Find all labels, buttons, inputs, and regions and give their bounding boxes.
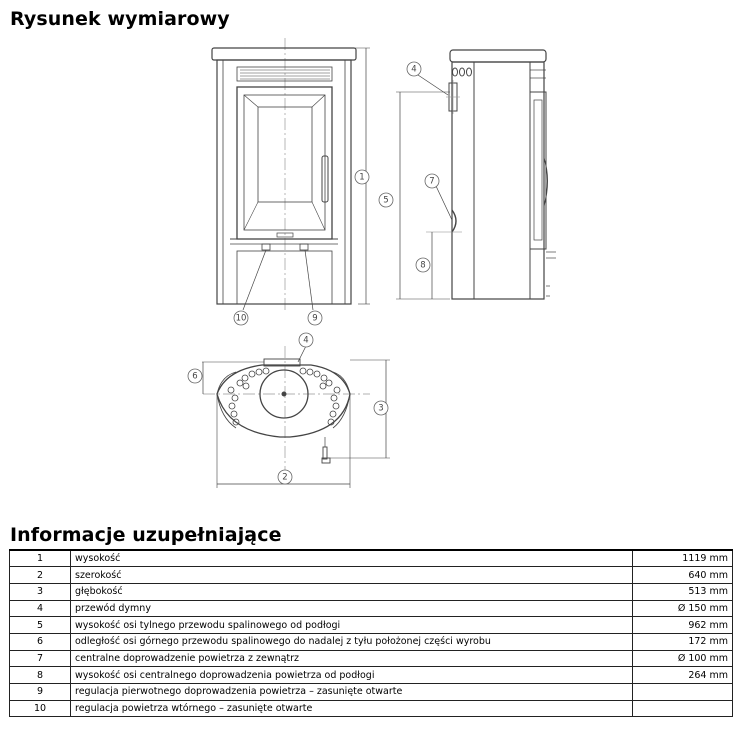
callout-3: 3 (378, 403, 384, 414)
row-number: 4 (10, 600, 71, 617)
info-title: Informacje uzupełniające (10, 524, 282, 546)
table-row (10, 600, 733, 617)
table-row (10, 550, 733, 567)
front-view (212, 38, 370, 310)
callout-4-side: 4 (411, 64, 417, 75)
row-value: Ø 150 mm (633, 600, 733, 617)
row-value: 513 mm (633, 583, 733, 600)
row-number: 1 (10, 550, 71, 567)
callout-10: 10 (235, 313, 247, 324)
row-value: 1119 mm (633, 550, 733, 567)
row-number: 8 (10, 667, 71, 684)
drawing-title: Rysunek wymiarowy (10, 8, 230, 30)
table-row (10, 567, 733, 584)
table-row (10, 700, 733, 717)
top-view (202, 346, 390, 488)
row-value (633, 684, 733, 701)
table-row (10, 684, 733, 701)
row-number: 7 (10, 650, 71, 667)
row-description: regulacja pierwotnego doprowadzenia powietrza – zasunięte otwarte (71, 684, 633, 701)
row-value: Ø 100 mm (633, 650, 733, 667)
callout-5: 5 (383, 195, 389, 206)
row-number: 5 (10, 617, 71, 634)
row-value: 264 mm (633, 667, 733, 684)
row-description: głębokość (71, 583, 633, 600)
row-value: 172 mm (633, 633, 733, 650)
row-value: 640 mm (633, 567, 733, 584)
table-row (10, 633, 733, 650)
row-value: 962 mm (633, 617, 733, 634)
callout-7: 7 (429, 176, 435, 187)
row-number: 10 (10, 700, 71, 717)
callout-8: 8 (420, 260, 426, 271)
callout-4-top: 4 (303, 335, 309, 346)
row-number: 9 (10, 684, 71, 701)
row-description: wysokość (71, 550, 633, 567)
row-number: 6 (10, 633, 71, 650)
table-row (10, 650, 733, 667)
row-number: 3 (10, 583, 71, 600)
callout-1-front: 1 (359, 172, 365, 183)
specs-table (9, 549, 733, 717)
row-value (633, 700, 733, 717)
row-description: wysokość osi centralnego doprowadzenia powietrza od podłogi (71, 667, 633, 684)
dimension-drawing (0, 30, 740, 500)
callout-9: 9 (312, 313, 318, 324)
row-description: szerokość (71, 567, 633, 584)
table-row (10, 583, 733, 600)
callout-2: 2 (282, 472, 288, 483)
row-description: wysokość osi tylnego przewodu spalinowego od podłogi (71, 617, 633, 634)
table-row (10, 667, 733, 684)
row-description: odległość osi górnego przewodu spalinowego do nadalej z tyłu położonej części wyrobu (71, 633, 633, 650)
row-number: 2 (10, 567, 71, 584)
row-description: regulacja powietrza wtórnego – zasunięte otwarte (71, 700, 633, 717)
row-description: przewód dymny (71, 600, 633, 617)
table-row (10, 617, 733, 634)
callout-6: 6 (192, 371, 198, 382)
row-description: centralne doprowadzenie powietrza z zewnątrz (71, 650, 633, 667)
